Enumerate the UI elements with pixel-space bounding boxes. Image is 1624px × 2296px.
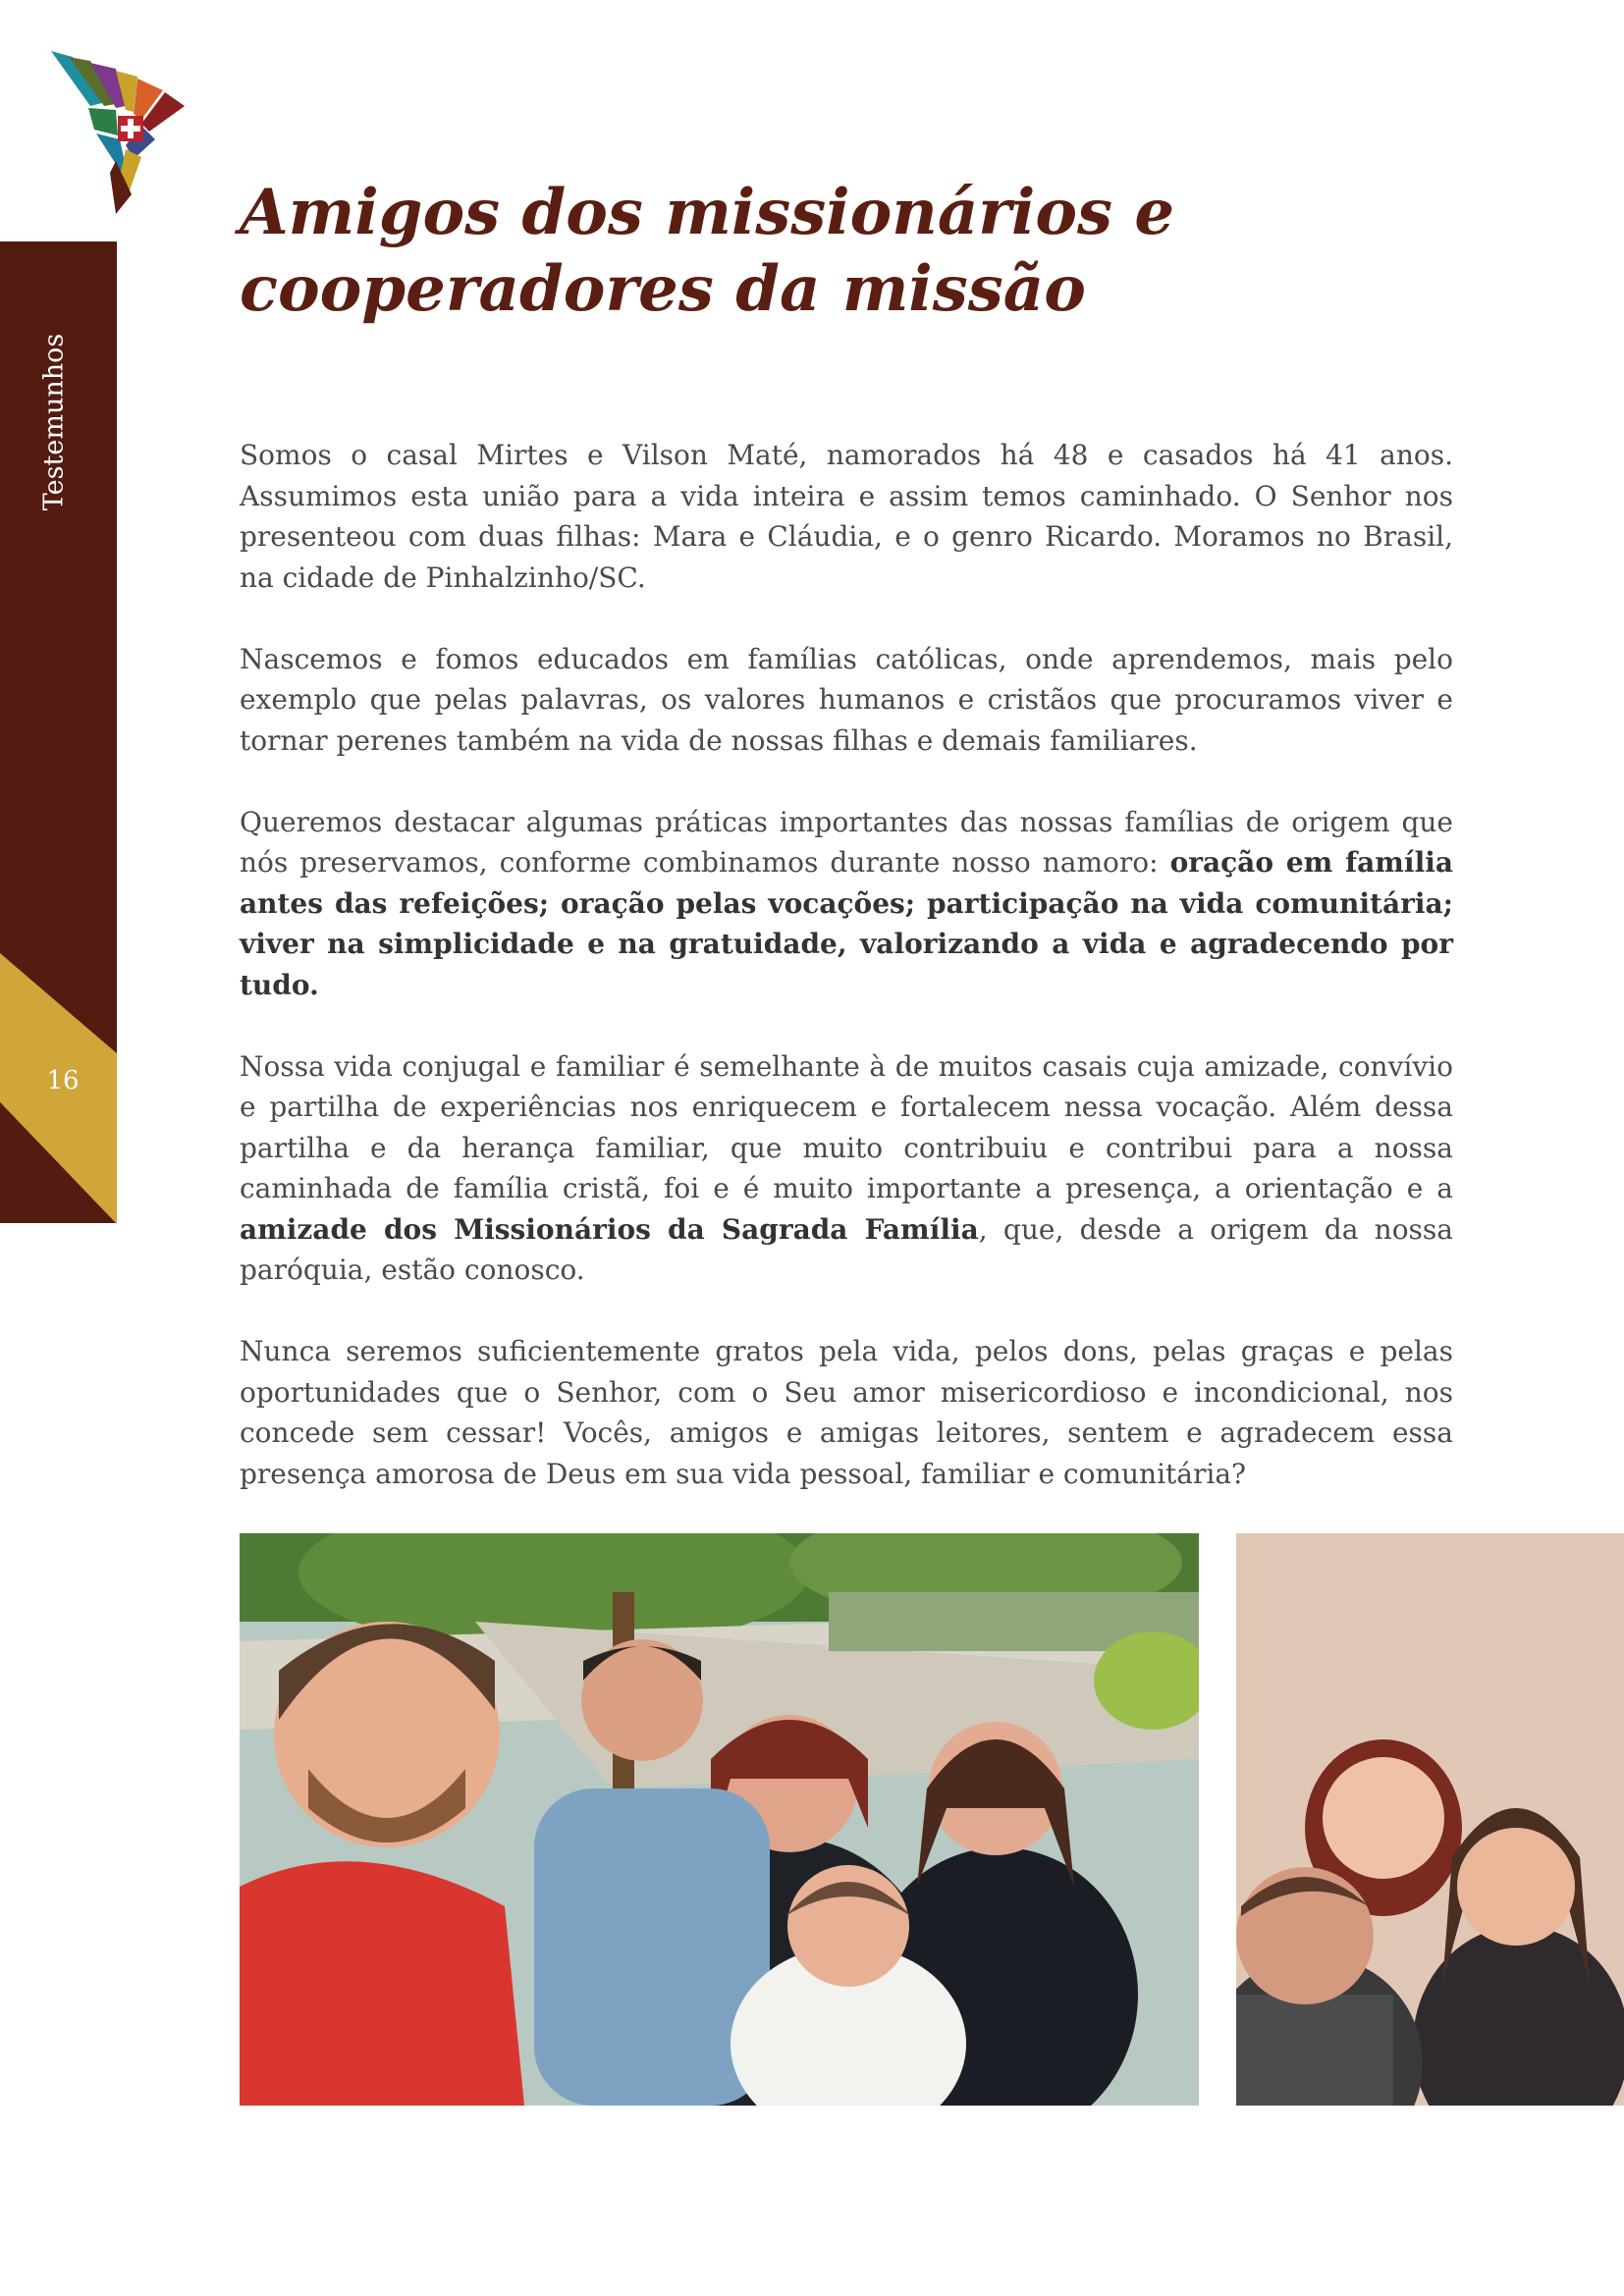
page-number: 16 [46,1066,80,1095]
paragraph-4-end: , que, desde a origem da nossa paróquia, estão conosco. [240,1212,1453,1286]
page-title-line-1: Amigos dos missionários e [240,176,1175,249]
family-selfie-photo [240,1533,1199,2106]
paragraph-5: Nunca seremos suficientemente gratos pela vida, pelos dons, pelas graças e pelas oportunidades que o Senhor, com o Seu amor misericordioso e incondicional, nos concede sem cessar! Vocês, amigos e amigas leitores, sentem e agradecem essa presença amorosa de Deus em sua vida pessoal, familiar e comunitária? [240,1335,1453,1490]
article-body [240,435,1453,1535]
paragraph-4-text: Nossa vida conjugal e familiar é semelhante à de muitos casais cuja amizade, convívio e partilha de experiências nos enriquecem e fortalecem nessa vocação. Além dessa partilha e da herança familiar, que muito contribuiu e contribui para a nossa caminhada de família cristã, foi e é muito importante a presença, a orientação e a [240,1049,1453,1204]
page-title-line-2: cooperadores da missão [240,252,1086,326]
family-indoor-photo [1236,1533,1624,2106]
south-america-cross-logo-icon [47,47,190,216]
paragraph-4-highlight: amizade dos Missionários da Sagrada Família [240,1212,979,1246]
paragraph-4 [240,1046,1453,1291]
paragraph-1: Somos o casal Mirtes e Vilson Maté, namorados há 48 e casados há 41 anos. Assumimos esta união para a vida inteira e assim temos caminhado. O Senhor nos presenteou com duas filhas: Mara e Cláudia, e o genro Ricardo. Moramos no Brasil, na cidade de Pinhalzinho/SC. [240,439,1453,594]
section-label: Testemunhos [38,333,70,511]
paragraph-3-highlight: oração em família antes das refeições; oração pelas vocações; participação na vida comunitária; viver na simplicidade e na gratuidade, valorizando a vida e agradecendo por tudo. [240,846,1453,1001]
paragraph-2: Nascemos e fomos educados em famílias católicas, onde aprendemos, mais pelo exemplo que pelas palavras, os valores humanos e cristãos que procuramos viver e tornar perenes também na vida de nossas filhas e demais familiares. [240,642,1453,757]
paragraph-3 [240,802,1453,1006]
page-title [240,175,1467,328]
paragraph-3-text: Queremos destacar algumas práticas importantes das nossas famílias de origem que nós preservamos, conforme combinamos durante nosso namoro: [240,805,1453,879]
